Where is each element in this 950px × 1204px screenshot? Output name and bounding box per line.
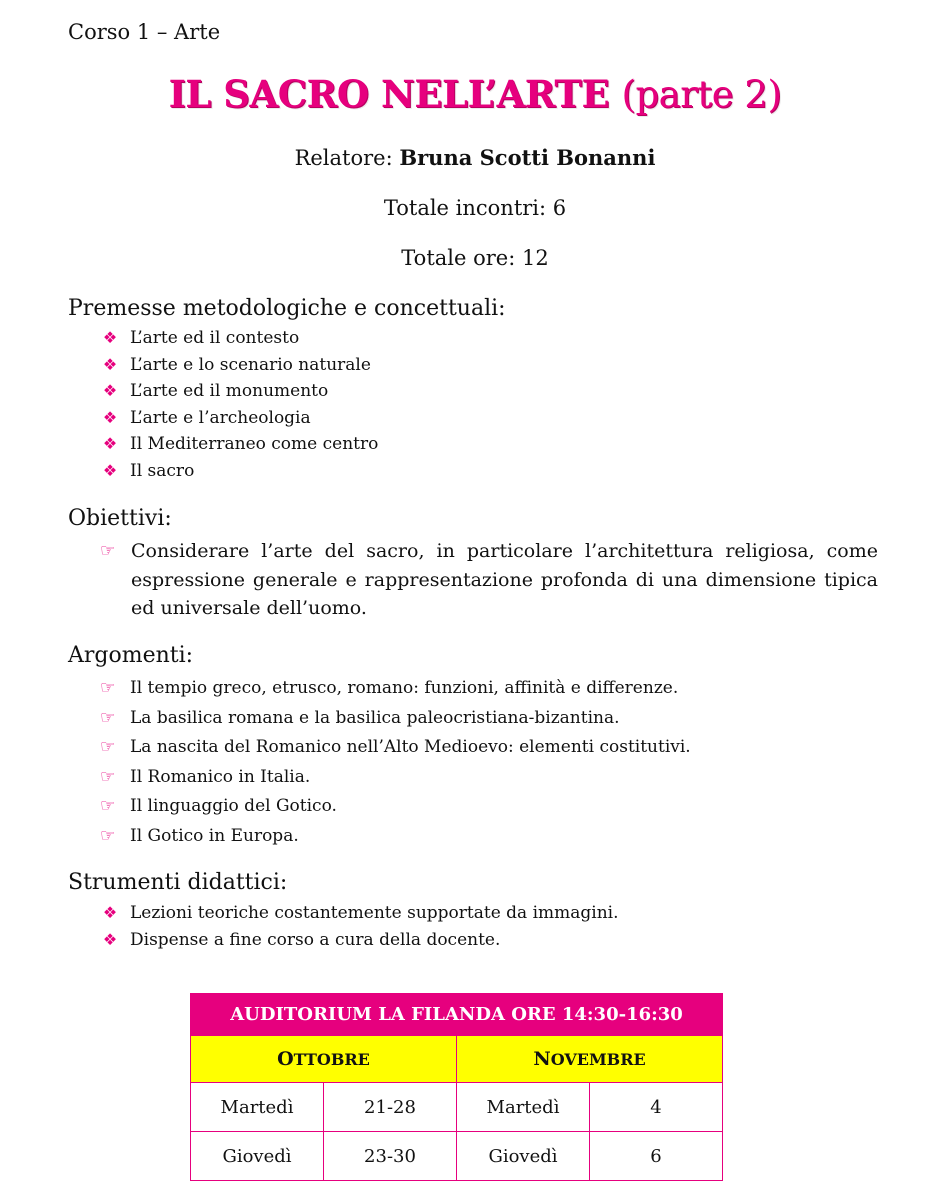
strumenti-list: [100, 900, 619, 953]
diamond-bullet-icon: ❖: [102, 460, 118, 480]
pointing-hand-icon: ☞: [100, 541, 116, 561]
diamond-bullet-icon: ❖: [102, 407, 118, 427]
list-item: ☞ Il Romanico in Italia.: [100, 763, 691, 793]
list-item: ❖ Il sacro: [100, 458, 378, 485]
table-row: [191, 1132, 723, 1181]
obiettivi-text: Considerare l’arte del sacro, in particolare l’architettura religiosa, come espressione generale e rappresentazione profonda di una dimensione tipica ed universale dell’uomo.: [131, 540, 878, 619]
table-cell: 4: [590, 1083, 723, 1132]
title-main: IL SACRO NELL’ARTE: [168, 72, 610, 116]
list-item: ☞ Il linguaggio del Gotico.: [100, 792, 691, 822]
table-cell: 21-28: [324, 1083, 457, 1132]
list-item: ❖ Il Mediterraneo come centro: [100, 431, 378, 458]
list-item: ☞ La basilica romana e la basilica paleocristiana-bizantina.: [100, 704, 691, 734]
list-item: ☞ Il Gotico in Europa.: [100, 822, 691, 852]
pointing-hand-icon: ☞: [100, 766, 116, 787]
argomenti-heading: Argomenti:: [68, 643, 194, 668]
schedule-header: AUDITORIUM LA FILANDA ORE 14:30-16:30: [191, 994, 723, 1036]
total-hours: Totale ore: 12: [401, 246, 549, 270]
pointing-hand-icon: ☞: [100, 737, 116, 757]
list-item: ❖ L’arte ed il monumento: [100, 378, 378, 405]
table-cell: Martedì: [191, 1083, 324, 1132]
list-item: ❖ L’arte e lo scenario naturale: [100, 352, 378, 379]
diamond-bullet-icon: ❖: [102, 381, 118, 400]
table-cell: 23-30: [324, 1132, 457, 1181]
pointing-hand-icon: ☞: [100, 678, 116, 698]
title-suffix: (parte 2): [621, 73, 782, 116]
list-item: ❖ Lezioni teoriche costantemente supportate da immagini.: [100, 900, 619, 927]
premesse-heading: Premesse metodologiche e concettuali:: [68, 296, 506, 321]
table-cell: Martedì: [457, 1083, 590, 1132]
premesse-list: [100, 325, 378, 484]
pointing-hand-icon: ☞: [100, 825, 116, 846]
course-label: Corso 1 – Arte: [68, 20, 221, 44]
schedule-table: [190, 993, 723, 1181]
speaker-name: Bruna Scotti Bonanni: [399, 145, 656, 170]
strumenti-heading: Strumenti didattici:: [68, 870, 288, 895]
table-cell: Giovedì: [191, 1132, 324, 1181]
table-row: [191, 1083, 723, 1132]
list-item: ❖ L’arte ed il contesto: [100, 325, 378, 352]
diamond-bullet-icon: ❖: [102, 328, 118, 347]
table-cell: Giovedì: [457, 1132, 590, 1181]
diamond-bullet-icon: ❖: [102, 903, 118, 922]
list-item: ☞ La nascita del Romanico nell’Alto Medioevo: elementi costitutivi.: [100, 733, 691, 763]
pointing-hand-icon: ☞: [100, 796, 116, 816]
obiettivi-block: [100, 537, 878, 623]
speaker-line: [0, 145, 950, 170]
speaker-label: Relatore:: [294, 146, 393, 170]
month-november: NOVEMBRE: [457, 1036, 723, 1083]
diamond-bullet-icon: ❖: [102, 354, 118, 374]
diamond-bullet-icon: ❖: [102, 929, 118, 949]
page-title: [0, 72, 950, 116]
argomenti-list: [100, 674, 691, 851]
list-item: ❖ Dispense a fine corso a cura della docente.: [100, 927, 619, 954]
obiettivi-heading: Obiettivi:: [68, 506, 172, 531]
pointing-hand-icon: ☞: [100, 707, 116, 728]
month-october: OTTOBRE: [191, 1036, 457, 1083]
list-item: ☞ Il tempio greco, etrusco, romano: funzioni, affinità e differenze.: [100, 674, 691, 704]
table-cell: 6: [590, 1132, 723, 1181]
diamond-bullet-icon: ❖: [102, 434, 118, 453]
total-meetings: Totale incontri: 6: [383, 196, 567, 220]
list-item: ❖ L’arte e l’archeologia: [100, 405, 378, 432]
